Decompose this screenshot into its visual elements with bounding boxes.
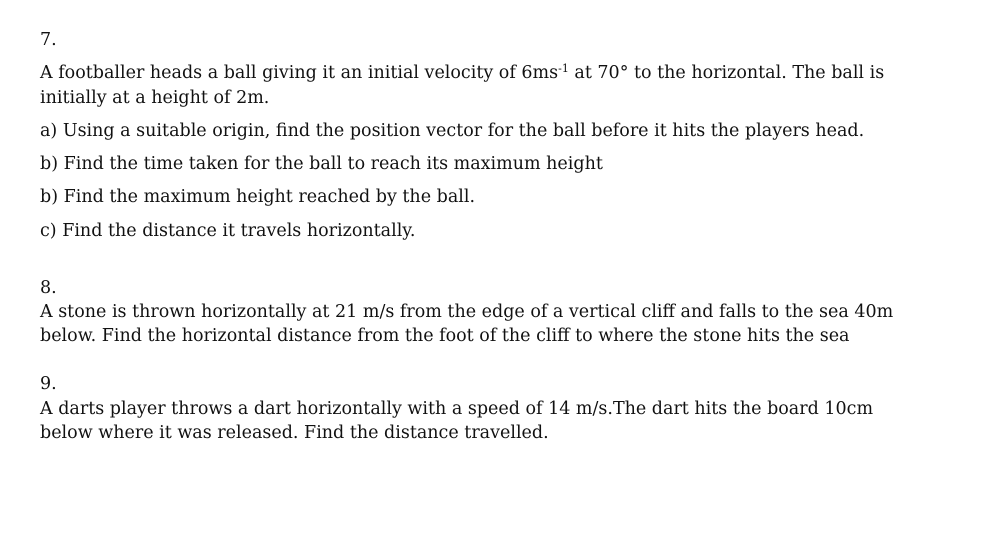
question-8-line-2: below. Find the horizontal distance from the foot of the cliff to where the stone hits the sea (40, 326, 850, 346)
question-9-number: 9. (40, 374, 57, 394)
question-7-part-c: c) Find the distance it travels horizontally. (40, 221, 416, 241)
question-7-stem-line-1 (40, 61, 940, 85)
worksheet-page (40, 0, 940, 550)
question-9-line-1: A darts player throws a dart horizontally with a speed of 14 m/s.The dart hits the board 10cm (40, 399, 874, 419)
question-7-part-a: a) Using a suitable origin, find the position vector for the ball before it hits the players head. (40, 121, 865, 141)
question-7-stem-line-2: initially at a height of 2m. (40, 88, 270, 108)
question-7-part-b-height: b) Find the maximum height reached by the ball. (40, 187, 476, 207)
question-7-part-b-time: b) Find the time taken for the ball to reach its maximum height (40, 154, 603, 174)
question-7-stem-text-a: A footballer heads a ball giving it an initial velocity of 6ms (40, 63, 559, 83)
question-7-stem-superscript: -1 (558, 62, 569, 75)
question-9-line-2: below where it was released. Find the distance travelled. (40, 423, 549, 443)
question-7-stem-text-b: at 70° to the horizontal. The ball is (568, 63, 885, 83)
question-7-number: 7. (40, 30, 57, 50)
question-8-number: 8. (40, 278, 57, 298)
question-8-line-1: A stone is thrown horizontally at 21 m/s from the edge of a vertical cliff and falls to the sea 40m (40, 302, 894, 322)
